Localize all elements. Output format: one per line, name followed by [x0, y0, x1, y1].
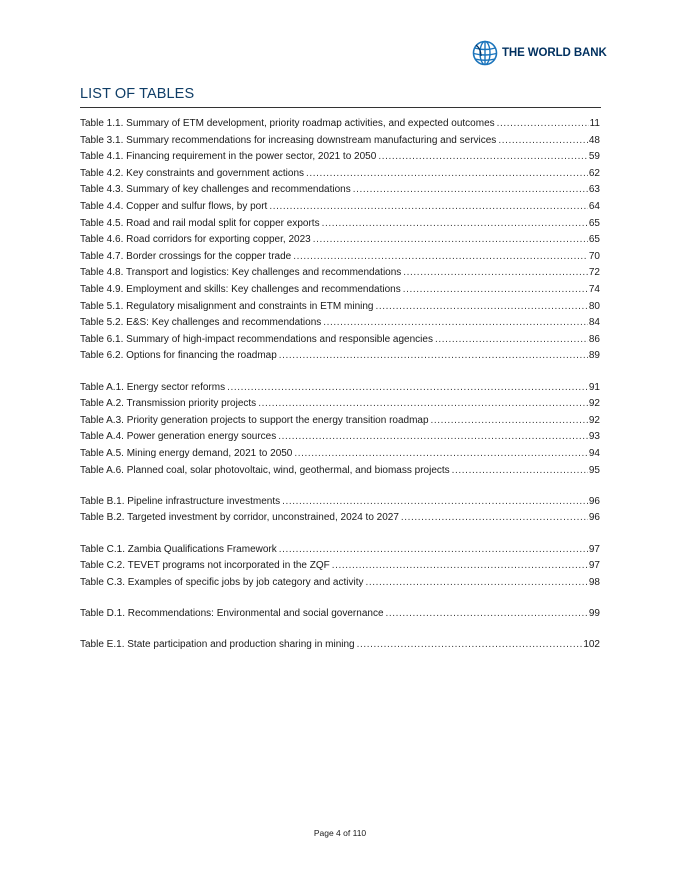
toc-entry[interactable] — [80, 133, 600, 150]
toc-entry-title: Table C.2. TEVET programs not incorporated in the ZQF — [80, 560, 330, 572]
toc-entry[interactable] — [80, 429, 600, 446]
toc-entry[interactable] — [80, 542, 600, 559]
toc-entry-page: 74 — [588, 283, 600, 295]
toc-entry[interactable] — [80, 637, 600, 654]
page-title: LIST OF TABLES — [80, 86, 195, 102]
toc-entry[interactable] — [80, 149, 600, 166]
toc-entry-page: 62 — [588, 167, 600, 179]
dot-leader — [282, 494, 588, 511]
toc-entry[interactable] — [80, 494, 600, 511]
toc-entry[interactable] — [80, 558, 600, 575]
toc-entry-page: 65 — [588, 234, 600, 246]
toc-entry-page: 97 — [588, 543, 600, 555]
toc-entry-page: 59 — [588, 151, 600, 163]
toc-entry-title: Table 4.5. Road and rail modal split for copper exports — [80, 217, 320, 229]
toc-entry[interactable] — [80, 575, 600, 592]
toc-entry[interactable] — [80, 216, 600, 233]
toc-entry[interactable] — [80, 380, 600, 397]
toc-entry-title: Table 4.1. Financing requirement in the power sector, 2021 to 2050 — [80, 151, 377, 163]
list-of-tables — [80, 116, 600, 669]
dot-leader — [323, 315, 588, 332]
toc-entry-page: 102 — [583, 639, 600, 651]
toc-entry-page: 92 — [588, 398, 600, 410]
toc-entry-title: Table B.1. Pipeline infrastructure investments — [80, 495, 281, 507]
toc-entry-title: Table C.3. Examples of specific jobs by job category and activity — [80, 576, 364, 588]
toc-entry-title: Table A.5. Mining energy demand, 2021 to 2050 — [80, 447, 293, 459]
toc-entry-page: 98 — [588, 576, 600, 588]
dot-leader — [332, 558, 588, 575]
toc-entry-page: 99 — [588, 608, 600, 620]
dot-leader — [452, 463, 588, 480]
dot-leader — [279, 348, 588, 365]
dot-leader — [313, 232, 588, 249]
toc-entry-title: Table 4.3. Summary of key challenges and recommendations — [80, 184, 351, 196]
toc-entry-page: 96 — [588, 495, 600, 507]
toc-entry-page: 70 — [588, 250, 600, 262]
toc-entry[interactable] — [80, 282, 600, 299]
toc-entry-title: Table 4.9. Employment and skills: Key challenges and recommendations — [80, 283, 401, 295]
dot-leader — [498, 133, 588, 150]
toc-entry-page: 92 — [588, 414, 600, 426]
toc-entry-title: Table A.4. Power generation energy sources — [80, 431, 277, 443]
toc-entry-title: Table 6.2. Options for financing the roadmap — [80, 350, 277, 362]
toc-entry-title: Table 4.7. Border crossings for the copper trade — [80, 250, 292, 262]
dot-leader — [279, 542, 588, 559]
toc-entry-title: Table D.1. Recommendations: Environmental and social governance — [80, 608, 384, 620]
dot-leader — [435, 332, 588, 349]
table-group — [80, 494, 600, 527]
toc-entry[interactable] — [80, 166, 600, 183]
toc-entry-page: 93 — [588, 431, 600, 443]
toc-entry[interactable] — [80, 348, 600, 365]
dot-leader — [378, 149, 588, 166]
dot-leader — [322, 216, 588, 233]
dot-leader — [227, 380, 588, 397]
toc-entry[interactable] — [80, 182, 600, 199]
dot-leader — [497, 116, 589, 133]
toc-entry[interactable] — [80, 199, 600, 216]
toc-entry-title: Table E.1. State participation and production sharing in mining — [80, 639, 355, 651]
toc-entry-page: 94 — [588, 447, 600, 459]
dot-leader — [403, 265, 588, 282]
toc-entry-title: Table 5.2. E&S: Key challenges and recommendations — [80, 317, 322, 329]
dot-leader — [258, 396, 588, 413]
dot-leader — [306, 166, 588, 183]
toc-entry-page: 63 — [588, 184, 600, 196]
dot-leader — [269, 199, 588, 216]
toc-entry-title: Table A.3. Priority generation projects to support the energy transition roadmap — [80, 414, 429, 426]
table-group — [80, 606, 600, 623]
toc-entry-title: Table C.1. Zambia Qualifications Framework — [80, 543, 277, 555]
toc-entry[interactable] — [80, 413, 600, 430]
toc-entry[interactable] — [80, 116, 600, 133]
title-divider — [80, 107, 601, 108]
dot-leader — [294, 446, 588, 463]
toc-entry[interactable] — [80, 510, 600, 527]
toc-entry[interactable] — [80, 232, 600, 249]
toc-entry-title: Table 1.1. Summary of ETM development, priority roadmap activities, and expected outcomes — [80, 118, 495, 129]
toc-entry[interactable] — [80, 299, 600, 316]
toc-entry-page: 89 — [588, 350, 600, 362]
toc-entry-page: 72 — [588, 267, 600, 279]
dot-leader — [365, 575, 587, 592]
table-group — [80, 380, 600, 480]
toc-entry-title: Table 4.8. Transport and logistics: Key challenges and recommendations — [80, 267, 402, 279]
toc-entry-title: Table 4.2. Key constraints and government actions — [80, 167, 305, 179]
dot-leader — [375, 299, 587, 316]
table-group — [80, 542, 600, 592]
dot-leader — [403, 282, 588, 299]
toc-entry-title: Table B.2. Targeted investment by corridor, unconstrained, 2024 to 2027 — [80, 512, 399, 524]
globe-icon — [472, 40, 498, 66]
toc-entry[interactable] — [80, 332, 600, 349]
toc-entry-page: 95 — [588, 464, 600, 476]
dot-leader — [386, 606, 588, 623]
toc-entry-title: Table 4.6. Road corridors for exporting copper, 2023 — [80, 234, 311, 246]
toc-entry-title: Table 5.1. Regulatory misalignment and constraints in ETM mining — [80, 300, 374, 312]
toc-entry-title: Table A.6. Planned coal, solar photovoltaic, wind, geothermal, and biomass projects — [80, 464, 450, 476]
toc-entry[interactable] — [80, 265, 600, 282]
world-bank-logo — [472, 40, 607, 66]
toc-entry-page: 11 — [589, 118, 600, 129]
dot-leader — [431, 413, 588, 430]
page-number: Page 4 of 110 — [313, 828, 367, 838]
toc-entry-page: 84 — [588, 317, 600, 329]
toc-entry[interactable] — [80, 249, 600, 266]
toc-entry-page: 96 — [588, 512, 600, 524]
toc-entry-page: 64 — [588, 200, 600, 212]
dot-leader — [357, 637, 583, 654]
toc-entry-title: Table 6.1. Summary of high-impact recommendations and responsible agencies — [80, 333, 433, 345]
dot-leader — [293, 249, 588, 266]
toc-entry-page: 91 — [588, 381, 600, 393]
toc-entry-page: 80 — [588, 300, 600, 312]
toc-entry[interactable] — [80, 315, 600, 332]
toc-entry-page: 86 — [588, 333, 600, 345]
toc-entry[interactable] — [80, 396, 600, 413]
toc-entry-title: Table 3.1. Summary recommendations for increasing downstream manufacturing and services — [80, 134, 497, 146]
table-group — [80, 116, 600, 365]
toc-entry-page: 48 — [588, 134, 600, 146]
toc-entry[interactable] — [80, 606, 600, 623]
toc-entry[interactable] — [80, 463, 600, 480]
toc-entry-page: 65 — [588, 217, 600, 229]
dot-leader — [353, 182, 588, 199]
dot-leader — [278, 429, 588, 446]
toc-entry-title: Table A.2. Transmission priority projects — [80, 398, 257, 410]
table-group — [80, 637, 600, 654]
toc-entry-page: 97 — [588, 560, 600, 572]
dot-leader — [401, 510, 588, 527]
toc-entry-title: Table 4.4. Copper and sulfur flows, by port — [80, 200, 268, 212]
logo-text: THE WORLD BANK — [502, 47, 607, 59]
toc-entry-title: Table A.1. Energy sector reforms — [80, 381, 226, 393]
toc-entry[interactable] — [80, 446, 600, 463]
